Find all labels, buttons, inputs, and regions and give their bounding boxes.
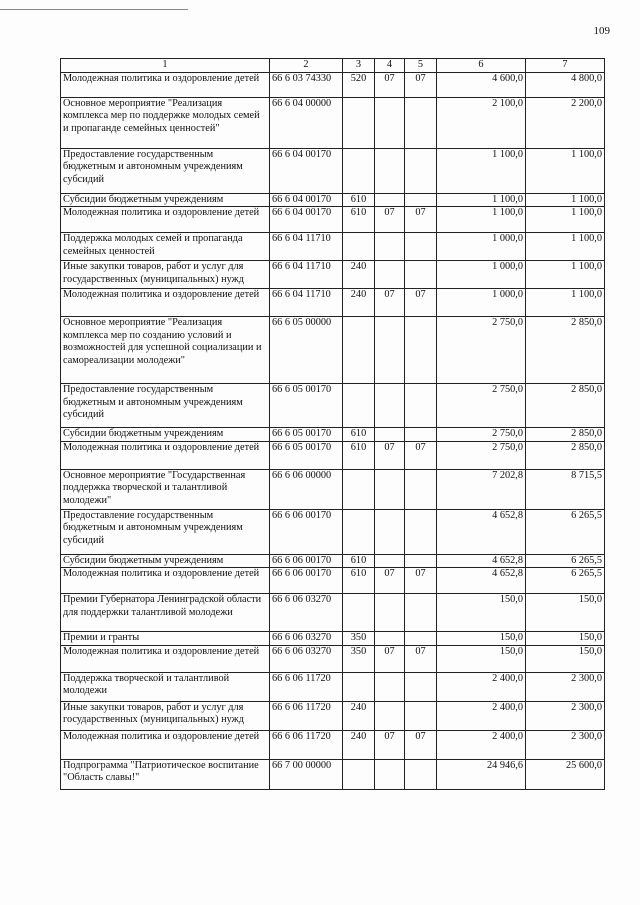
row-subsection-cell (405, 632, 437, 645)
column-header: 7 (526, 59, 605, 73)
row-name-cell: Премии и гранты (61, 632, 270, 645)
row-section-cell (375, 261, 405, 289)
table-row (61, 98, 605, 149)
row-amount-year1-cell: 150,0 (437, 645, 526, 672)
table-body (61, 73, 605, 790)
table-row (61, 207, 605, 233)
table-row (61, 384, 605, 428)
row-section-cell (375, 554, 405, 567)
row-code-cell: 66 6 04 11710 (270, 233, 343, 261)
row-name-cell: Поддержка творческой и талантливой молодежи (61, 672, 270, 701)
row-amount-year1-cell: 4 652,8 (437, 509, 526, 554)
header-row (61, 59, 605, 73)
row-amount-year1-cell: 4 600,0 (437, 73, 526, 98)
table-row (61, 469, 605, 509)
table-row (61, 73, 605, 98)
row-amount-year2-cell: 2 300,0 (526, 730, 605, 759)
row-subsection-cell (405, 594, 437, 632)
row-amount-year2-cell: 2 850,0 (526, 384, 605, 428)
row-section-cell (375, 194, 405, 207)
row-expense-type-cell: 610 (343, 568, 375, 594)
table-row (61, 632, 605, 645)
row-section-cell (375, 672, 405, 701)
row-amount-year2-cell: 6 265,5 (526, 554, 605, 567)
row-amount-year1-cell: 2 400,0 (437, 701, 526, 730)
row-code-cell: 66 6 06 00170 (270, 554, 343, 567)
row-section-cell (375, 759, 405, 789)
row-subsection-cell: 07 (405, 730, 437, 759)
row-amount-year2-cell: 25 600,0 (526, 759, 605, 789)
column-header: 1 (61, 59, 270, 73)
row-amount-year2-cell: 150,0 (526, 594, 605, 632)
row-code-cell: 66 6 05 00170 (270, 428, 343, 441)
row-code-cell: 66 6 06 00000 (270, 469, 343, 509)
row-name-cell: Субсидии бюджетным учреждениям (61, 194, 270, 207)
row-amount-year2-cell: 1 100,0 (526, 149, 605, 194)
row-name-cell: Основное мероприятие "Государственная поддержка творческой и талантливой молодежи" (61, 469, 270, 509)
row-name-cell: Премии Губернатора Ленинградской области для поддержки талантливой молодежи (61, 594, 270, 632)
row-amount-year1-cell: 150,0 (437, 594, 526, 632)
row-section-cell: 07 (375, 441, 405, 469)
row-amount-year2-cell: 1 100,0 (526, 194, 605, 207)
row-section-cell: 07 (375, 730, 405, 759)
row-subsection-cell (405, 759, 437, 789)
row-expense-type-cell (343, 469, 375, 509)
row-amount-year2-cell: 2 200,0 (526, 98, 605, 149)
row-code-cell: 66 6 06 03270 (270, 645, 343, 672)
row-code-cell: 66 6 06 11720 (270, 730, 343, 759)
column-header: 4 (375, 59, 405, 73)
budget-table (60, 58, 605, 790)
row-subsection-cell: 07 (405, 73, 437, 98)
row-amount-year2-cell: 1 100,0 (526, 233, 605, 261)
row-name-cell: Иные закупки товаров, работ и услуг для государственных (муниципальных) нужд (61, 261, 270, 289)
row-section-cell: 07 (375, 645, 405, 672)
row-expense-type-cell (343, 509, 375, 554)
row-code-cell: 66 6 05 00170 (270, 441, 343, 469)
row-expense-type-cell (343, 98, 375, 149)
row-code-cell: 66 6 04 11710 (270, 289, 343, 317)
row-subsection-cell: 07 (405, 207, 437, 233)
row-name-cell: Иные закупки товаров, работ и услуг для государственных (муниципальных) нужд (61, 701, 270, 730)
row-amount-year1-cell: 1 000,0 (437, 233, 526, 261)
row-subsection-cell (405, 509, 437, 554)
row-section-cell (375, 594, 405, 632)
row-amount-year2-cell: 2 850,0 (526, 317, 605, 384)
table-row (61, 594, 605, 632)
row-subsection-cell: 07 (405, 441, 437, 469)
row-amount-year1-cell: 1 000,0 (437, 261, 526, 289)
row-section-cell (375, 233, 405, 261)
table-row (61, 149, 605, 194)
row-name-cell: Основное мероприятие "Реализация комплекса мер по поддержке молодых семей и пропаганде семейных ценностей" (61, 98, 270, 149)
row-expense-type-cell: 240 (343, 261, 375, 289)
row-section-cell (375, 632, 405, 645)
row-subsection-cell (405, 233, 437, 261)
row-amount-year2-cell: 2 850,0 (526, 441, 605, 469)
table-row (61, 759, 605, 789)
row-expense-type-cell (343, 594, 375, 632)
row-code-cell: 66 6 06 00170 (270, 568, 343, 594)
row-amount-year2-cell: 1 100,0 (526, 261, 605, 289)
row-subsection-cell (405, 98, 437, 149)
row-expense-type-cell: 240 (343, 701, 375, 730)
row-amount-year1-cell: 2 100,0 (437, 98, 526, 149)
row-amount-year1-cell: 4 652,8 (437, 554, 526, 567)
row-expense-type-cell: 610 (343, 207, 375, 233)
row-name-cell: Субсидии бюджетным учреждениям (61, 554, 270, 567)
row-name-cell: Субсидии бюджетным учреждениям (61, 428, 270, 441)
row-amount-year2-cell: 8 715,5 (526, 469, 605, 509)
row-subsection-cell (405, 261, 437, 289)
row-expense-type-cell: 240 (343, 289, 375, 317)
row-subsection-cell (405, 701, 437, 730)
row-amount-year2-cell: 150,0 (526, 632, 605, 645)
row-amount-year1-cell: 2 750,0 (437, 428, 526, 441)
row-code-cell: 66 6 04 00170 (270, 149, 343, 194)
table-row (61, 568, 605, 594)
row-expense-type-cell (343, 233, 375, 261)
row-expense-type-cell: 610 (343, 554, 375, 567)
row-section-cell: 07 (375, 568, 405, 594)
row-code-cell: 66 6 06 03270 (270, 594, 343, 632)
row-subsection-cell: 07 (405, 645, 437, 672)
row-amount-year1-cell: 4 652,8 (437, 568, 526, 594)
row-name-cell: Молодежная политика и оздоровление детей (61, 289, 270, 317)
row-section-cell (375, 509, 405, 554)
column-header: 6 (437, 59, 526, 73)
row-expense-type-cell: 350 (343, 645, 375, 672)
row-amount-year2-cell: 4 800,0 (526, 73, 605, 98)
row-amount-year1-cell: 1 100,0 (437, 149, 526, 194)
table-row (61, 554, 605, 567)
row-expense-type-cell: 240 (343, 730, 375, 759)
row-expense-type-cell: 520 (343, 73, 375, 98)
row-amount-year2-cell: 150,0 (526, 645, 605, 672)
row-name-cell: Поддержка молодых семей и пропаганда семейных ценностей (61, 233, 270, 261)
row-code-cell: 66 6 06 03270 (270, 632, 343, 645)
row-subsection-cell: 07 (405, 568, 437, 594)
row-expense-type-cell (343, 759, 375, 789)
table-row (61, 289, 605, 317)
row-section-cell (375, 428, 405, 441)
row-section-cell: 07 (375, 289, 405, 317)
row-section-cell (375, 149, 405, 194)
row-expense-type-cell: 610 (343, 194, 375, 207)
row-code-cell: 66 6 04 00000 (270, 98, 343, 149)
table-row (61, 672, 605, 701)
row-amount-year2-cell: 6 265,5 (526, 568, 605, 594)
row-code-cell: 66 6 04 11710 (270, 261, 343, 289)
row-name-cell: Молодежная политика и оздоровление детей (61, 207, 270, 233)
row-section-cell (375, 469, 405, 509)
row-code-cell: 66 6 05 00000 (270, 317, 343, 384)
row-subsection-cell (405, 672, 437, 701)
row-section-cell: 07 (375, 73, 405, 98)
table-row (61, 509, 605, 554)
row-expense-type-cell (343, 149, 375, 194)
row-section-cell (375, 701, 405, 730)
row-section-cell (375, 98, 405, 149)
row-amount-year1-cell: 2 750,0 (437, 317, 526, 384)
column-header: 5 (405, 59, 437, 73)
row-name-cell: Молодежная политика и оздоровление детей (61, 73, 270, 98)
row-amount-year2-cell: 2 850,0 (526, 428, 605, 441)
row-subsection-cell (405, 317, 437, 384)
row-code-cell: 66 6 06 00170 (270, 509, 343, 554)
row-amount-year1-cell: 2 400,0 (437, 730, 526, 759)
table-row (61, 730, 605, 759)
row-name-cell: Молодежная политика и оздоровление детей (61, 568, 270, 594)
row-code-cell: 66 6 04 00170 (270, 207, 343, 233)
row-amount-year1-cell: 7 202,8 (437, 469, 526, 509)
table-row (61, 317, 605, 384)
row-name-cell: Основное мероприятие "Реализация комплекса мер по созданию условий и возможностей для успешной социализации и самореализации молодежи" (61, 317, 270, 384)
table-row (61, 194, 605, 207)
row-name-cell: Предоставление государственным бюджетным и автономным учреждениям субсидий (61, 509, 270, 554)
row-expense-type-cell: 610 (343, 441, 375, 469)
row-amount-year2-cell: 1 100,0 (526, 289, 605, 317)
table-row (61, 441, 605, 469)
row-name-cell: Молодежная политика и оздоровление детей (61, 645, 270, 672)
table-row (61, 701, 605, 730)
table-row (61, 428, 605, 441)
row-section-cell (375, 317, 405, 384)
row-amount-year1-cell: 2 750,0 (437, 441, 526, 469)
row-subsection-cell: 07 (405, 289, 437, 317)
row-amount-year1-cell: 1 000,0 (437, 289, 526, 317)
row-name-cell: Предоставление государственным бюджетным и автономным учреждениям субсидий (61, 149, 270, 194)
page-number: 109 (593, 25, 610, 37)
row-expense-type-cell: 610 (343, 428, 375, 441)
row-expense-type-cell (343, 384, 375, 428)
row-code-cell: 66 6 04 00170 (270, 194, 343, 207)
row-code-cell: 66 6 05 00170 (270, 384, 343, 428)
row-name-cell: Предоставление государственным бюджетным и автономным учреждениям субсидий (61, 384, 270, 428)
row-expense-type-cell: 350 (343, 632, 375, 645)
table-row (61, 261, 605, 289)
row-amount-year2-cell: 2 300,0 (526, 701, 605, 730)
column-header: 3 (343, 59, 375, 73)
table-row (61, 233, 605, 261)
row-subsection-cell (405, 194, 437, 207)
row-subsection-cell (405, 149, 437, 194)
row-section-cell (375, 384, 405, 428)
row-amount-year1-cell: 2 750,0 (437, 384, 526, 428)
row-amount-year1-cell: 2 400,0 (437, 672, 526, 701)
row-code-cell: 66 6 06 11720 (270, 672, 343, 701)
row-amount-year2-cell: 6 265,5 (526, 509, 605, 554)
row-amount-year1-cell: 1 100,0 (437, 194, 526, 207)
row-subsection-cell (405, 469, 437, 509)
row-amount-year1-cell: 1 100,0 (437, 207, 526, 233)
row-name-cell: Молодежная политика и оздоровление детей (61, 730, 270, 759)
row-subsection-cell (405, 384, 437, 428)
table-row (61, 645, 605, 672)
scan-artifact-line (0, 9, 188, 10)
row-code-cell: 66 6 03 74330 (270, 73, 343, 98)
row-code-cell: 66 6 06 11720 (270, 701, 343, 730)
row-name-cell: Подпрограмма "Патриотическое воспитание "Область славы!" (61, 759, 270, 789)
row-subsection-cell (405, 428, 437, 441)
row-amount-year1-cell: 24 946,6 (437, 759, 526, 789)
row-name-cell: Молодежная политика и оздоровление детей (61, 441, 270, 469)
row-expense-type-cell (343, 317, 375, 384)
row-subsection-cell (405, 554, 437, 567)
row-amount-year2-cell: 2 300,0 (526, 672, 605, 701)
column-header: 2 (270, 59, 343, 73)
row-amount-year2-cell: 1 100,0 (526, 207, 605, 233)
row-expense-type-cell (343, 672, 375, 701)
row-amount-year1-cell: 150,0 (437, 632, 526, 645)
row-code-cell: 66 7 00 00000 (270, 759, 343, 789)
row-section-cell: 07 (375, 207, 405, 233)
